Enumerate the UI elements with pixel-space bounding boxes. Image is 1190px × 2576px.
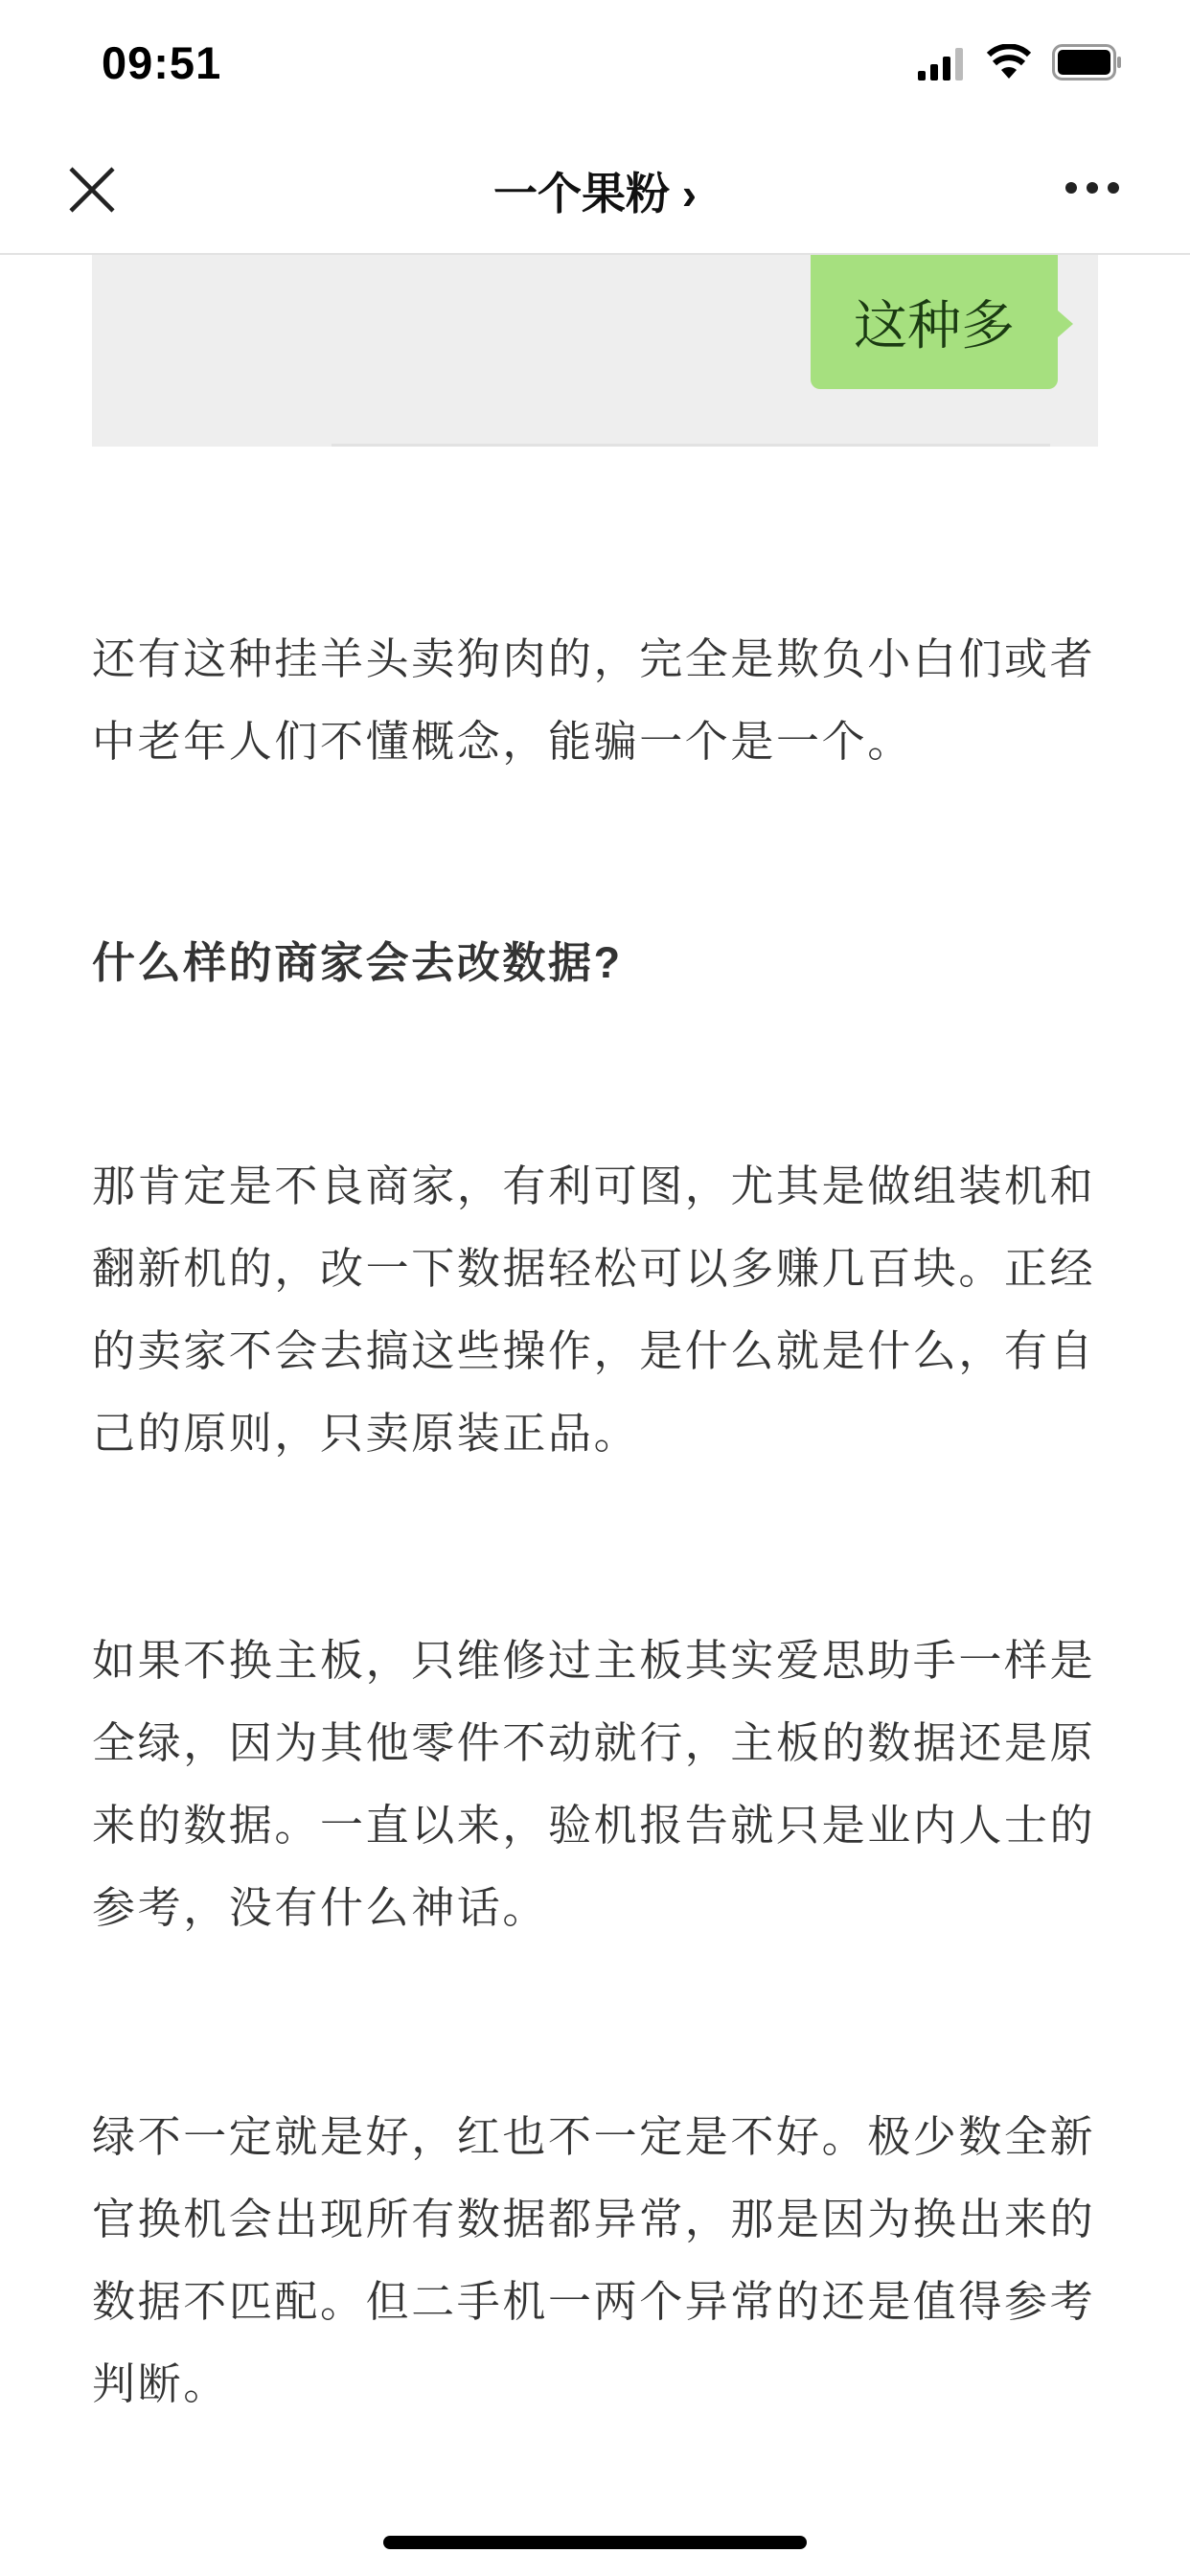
status-bar [0, 0, 1190, 125]
more-icon[interactable] [1064, 178, 1121, 197]
status-time: 09:51 [102, 37, 222, 88]
text-line: 官换机会出现所有数据都异常，那是因为换出来的 [92, 2195, 1096, 2243]
text-line: 翻新机的，改一下数据轻松可以多赚几百块。正经 [92, 1244, 1096, 1293]
battery-icon [1052, 44, 1123, 80]
chat-bubble: 这种多 [811, 255, 1058, 389]
text-line: 参考，没有什么神话。 [92, 1883, 549, 1932]
paragraph-4 [92, 2096, 1117, 2426]
text-line: 中老年人们不懂概念，能骗一个是一个。 [92, 717, 913, 766]
nav-bar [0, 125, 1190, 255]
text-line: 那肯定是不良商家，有利可图，尤其是做组装机和 [92, 1162, 1096, 1210]
text-line: 己的原则，只卖原装正品。 [92, 1409, 640, 1458]
text-line: 数据不匹配。但二手机一两个异常的还是值得参考 [92, 2277, 1096, 2326]
paragraph-3 [92, 1620, 1117, 1949]
text-line: 来的数据。一直以来，验机报告就只是业内人士的 [92, 1801, 1096, 1850]
home-indicator[interactable] [383, 2536, 807, 2549]
text-line: 还有这种挂羊头卖狗肉的，完全是欺负小白们或者 [92, 634, 1096, 683]
paragraph-1 [92, 618, 1117, 783]
chat-screenshot-image [92, 255, 1098, 447]
text-line: 的卖家不会去搞这些操作，是什么就是什么，有自 [92, 1326, 1096, 1375]
text-line: 绿不一定就是好，红也不一定是不好。极少数全新 [92, 2112, 1096, 2161]
text-line: 判断。 [92, 2359, 229, 2408]
wifi-icon [987, 44, 1031, 80]
section-heading [92, 922, 1117, 1004]
paragraph-2 [92, 1145, 1117, 1475]
divider [332, 444, 1050, 447]
text-line: 如果不换主板，只维修过主板其实爱思助手一样是 [92, 1636, 1096, 1685]
signal-icon [918, 48, 966, 80]
text-line: 全绿，因为其他零件不动就行，主板的数据还是原 [92, 1718, 1096, 1767]
account-title[interactable]: 一个果粉 › [492, 169, 698, 218]
heading-text: 什么样的商家会去改数据? [92, 938, 623, 987]
